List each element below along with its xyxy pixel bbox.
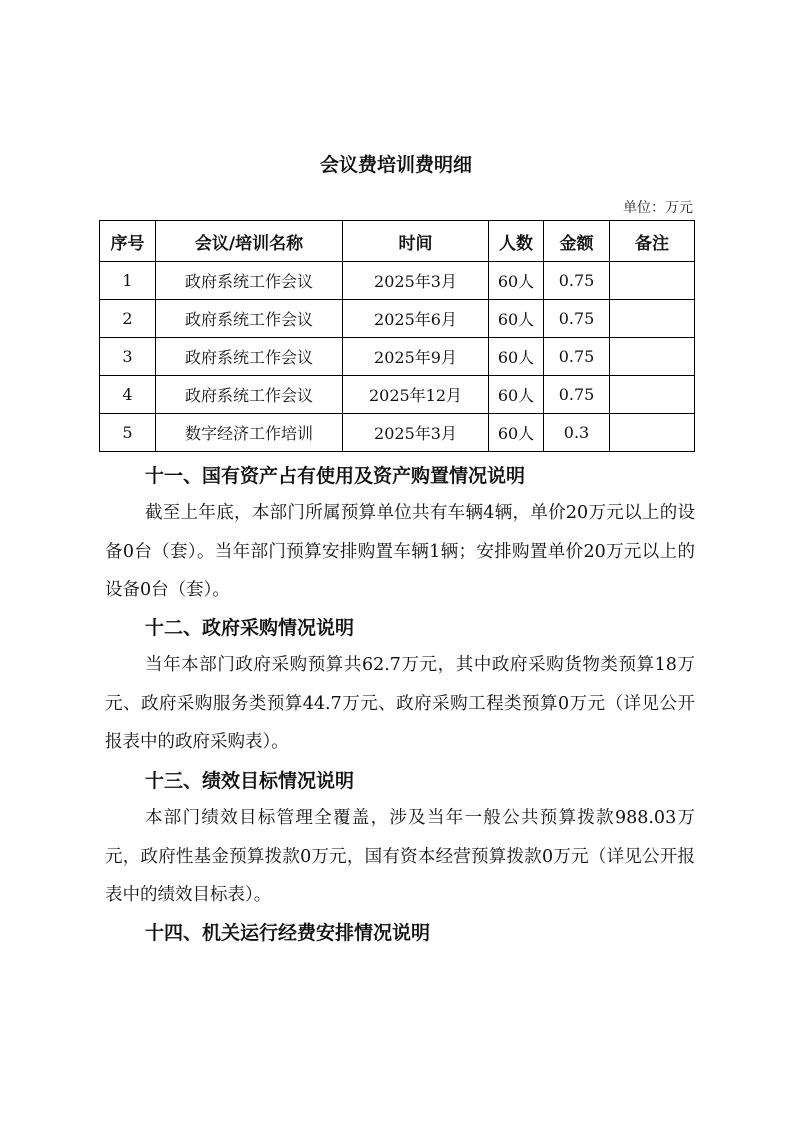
expense-detail-table — [99, 220, 695, 452]
table-cell: 3 — [100, 338, 156, 376]
table-cell — [610, 262, 695, 300]
column-header: 会议/培训名称 — [156, 221, 343, 262]
table-cell — [610, 376, 695, 414]
table-cell: 0.75 — [544, 338, 610, 376]
table-cell: 60人 — [489, 262, 544, 300]
table-cell: 2 — [100, 300, 156, 338]
table-cell: 2025年12月 — [343, 376, 489, 414]
table-cell: 2025年3月 — [343, 414, 489, 452]
table-cell: 政府系统工作会议 — [156, 300, 343, 338]
table-cell — [610, 300, 695, 338]
section-heading: 十四、机关运行经费安排情况说明 — [145, 922, 431, 944]
page-title: 会议费培训费明细 — [319, 154, 472, 176]
table-cell: 2025年9月 — [343, 338, 489, 376]
table-row — [100, 376, 695, 414]
table-cell: 60人 — [489, 414, 544, 452]
table-cell: 政府系统工作会议 — [156, 338, 343, 376]
table-cell: 0.75 — [544, 300, 610, 338]
table-cell: 60人 — [489, 338, 544, 376]
column-header: 序号 — [100, 221, 156, 262]
table-row — [100, 338, 695, 376]
column-header: 人数 — [489, 221, 544, 262]
table-row — [100, 262, 695, 300]
table-cell — [610, 414, 695, 452]
section-paragraph: 本部门绩效目标管理全覆盖，涉及当年一般公共预算拨款988.03万元，政府性基金预算拨款0万元，国有资本经营预算拨款0万元（详见公开报表中的绩效目标表）。 — [105, 808, 695, 905]
table-cell: 60人 — [489, 376, 544, 414]
column-header: 金额 — [544, 221, 610, 262]
section-heading: 十一、国有资产占有使用及资产购置情况说明 — [145, 465, 526, 487]
section-heading: 十二、政府采购情况说明 — [145, 617, 355, 639]
table-cell: 数字经济工作培训 — [156, 414, 343, 452]
table-row — [100, 300, 695, 338]
column-header: 备注 — [610, 221, 695, 262]
table-cell: 0.75 — [544, 262, 610, 300]
table-cell — [610, 338, 695, 376]
section-heading: 十三、绩效目标情况说明 — [145, 770, 355, 792]
table-header-row — [100, 221, 695, 262]
table-cell: 5 — [100, 414, 156, 452]
table-row — [100, 414, 695, 452]
table-cell: 60人 — [489, 300, 544, 338]
table-cell: 0.3 — [544, 414, 610, 452]
section-paragraph: 截至上年底，本部门所属预算单位共有车辆4辆，单价20万元以上的设备0台（套）。当年部门预算安排购置车辆1辆；安排购置单价20万元以上的设备0台（套）。 — [105, 503, 695, 600]
table-cell: 0.75 — [544, 376, 610, 414]
table-cell: 4 — [100, 376, 156, 414]
table-cell: 政府系统工作会议 — [156, 262, 343, 300]
unit-label: 单位：万元 — [623, 200, 693, 216]
table-cell: 政府系统工作会议 — [156, 376, 343, 414]
section-paragraph: 当年本部门政府采购预算共62.7万元，其中政府采购货物类预算18万元、政府采购服务类预算44.7万元、政府采购工程类预算0万元（详见公开报表中的政府采购表）。 — [105, 655, 695, 752]
table-cell: 2025年3月 — [343, 262, 489, 300]
table-cell: 1 — [100, 262, 156, 300]
table-cell: 2025年6月 — [343, 300, 489, 338]
column-header: 时间 — [343, 221, 489, 262]
